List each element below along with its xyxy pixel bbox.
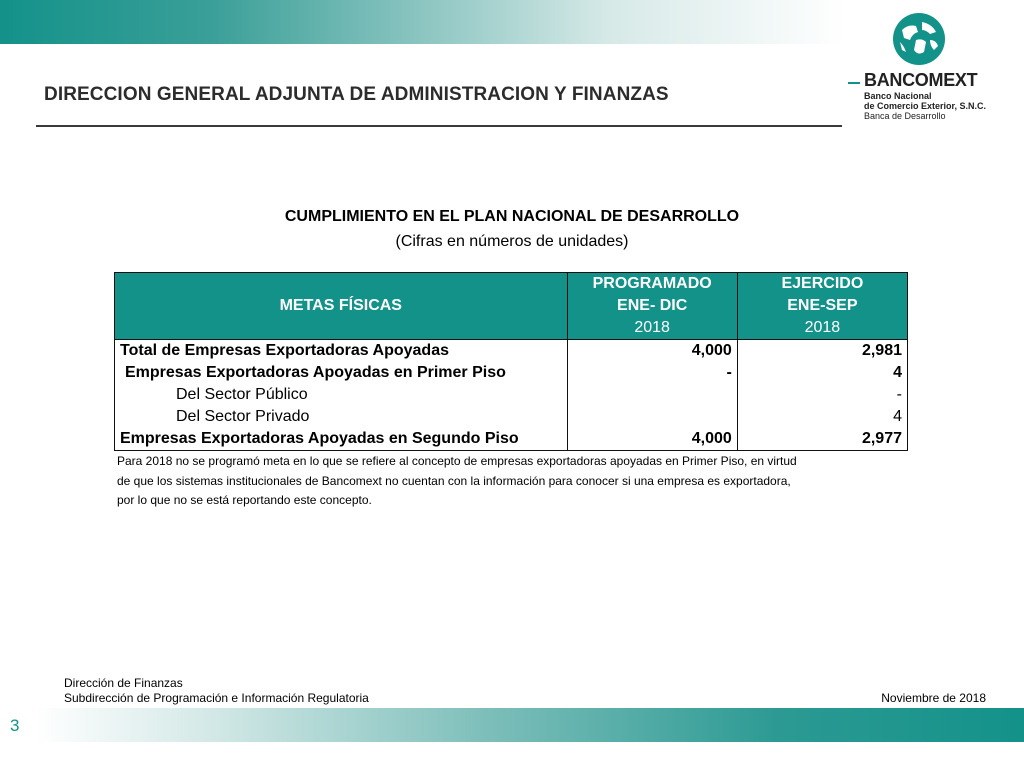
row-ejercido: - bbox=[737, 384, 907, 406]
table-row bbox=[115, 384, 908, 406]
bancomext-logo bbox=[848, 8, 1014, 124]
ejercido-year: 2018 bbox=[737, 317, 907, 340]
table-row bbox=[115, 362, 908, 384]
footer-date: Noviembre de 2018 bbox=[881, 691, 986, 705]
row-programado: 4,000 bbox=[567, 340, 737, 363]
footnote-line-1: Para 2018 no se programó meta en lo que se refiere al concepto de empresas exportadoras apoyadas en Primer Piso, en virtud bbox=[117, 454, 797, 468]
bottom-decorative-band bbox=[36, 708, 1024, 742]
page-number: 3 bbox=[10, 716, 20, 735]
logo-accent-bar bbox=[848, 82, 860, 84]
report-subtitle: (Cifras en números de unidades) bbox=[395, 233, 629, 250]
row-ejercido: 4 bbox=[737, 406, 907, 428]
metas-fisicas-table bbox=[114, 272, 908, 451]
row-label: Del Sector Público bbox=[115, 384, 568, 406]
row-ejercido: 2,977 bbox=[737, 428, 907, 451]
logo-line-1: Banco Nacional bbox=[864, 91, 932, 101]
programado-header: PROGRAMADO bbox=[567, 273, 737, 296]
logo-line-2: de Comercio Exterior, S.N.C. bbox=[864, 101, 987, 111]
top-decorative-band bbox=[0, 0, 845, 44]
table-footnote bbox=[117, 452, 907, 511]
footnote-line-2: de que los sistemas institucionales de Bancomext no cuentan con la información para conocer si una empresa es exportadora, bbox=[117, 473, 791, 488]
header-divider bbox=[36, 125, 842, 127]
row-label: Empresas Exportadoras Apoyadas en Primer Piso bbox=[115, 362, 568, 384]
row-programado: 4,000 bbox=[567, 428, 737, 451]
table-row bbox=[115, 340, 908, 363]
row-programado bbox=[567, 406, 737, 428]
programado-period: ENE- DIC bbox=[567, 295, 737, 317]
ejercido-period: ENE-SEP bbox=[737, 295, 907, 317]
logo-line-3: Banca de Desarrollo bbox=[864, 111, 946, 121]
footer-line-2: Subdirección de Programación e Información Regulatoria bbox=[64, 691, 369, 705]
report-title: CUMPLIMIENTO EN EL PLAN NACIONAL DE DESARROLLO bbox=[284, 208, 740, 225]
ejercido-header: EJERCIDO bbox=[737, 273, 907, 296]
row-label: Empresas Exportadoras Apoyadas en Segundo Piso bbox=[115, 428, 568, 451]
row-programado: - bbox=[567, 362, 737, 384]
table-row bbox=[115, 428, 908, 451]
row-ejercido: 4 bbox=[737, 362, 907, 384]
globe-logo-icon bbox=[892, 12, 946, 66]
row-programado bbox=[567, 384, 737, 406]
logo-name: BANCOMEXT bbox=[864, 70, 978, 90]
table-row bbox=[115, 406, 908, 428]
metas-fisicas-header: METAS FÍSICAS bbox=[115, 273, 568, 340]
row-label: Del Sector Privado bbox=[115, 406, 568, 428]
row-label: Total de Empresas Exportadoras Apoyadas bbox=[115, 340, 568, 363]
page-header-title: DIRECCION GENERAL ADJUNTA DE ADMINISTRACION Y FINANZAS bbox=[44, 84, 669, 105]
programado-year: 2018 bbox=[567, 317, 737, 340]
footer-line-1: Dirección de Finanzas bbox=[64, 676, 183, 690]
footer-department bbox=[64, 676, 369, 706]
row-ejercido: 2,981 bbox=[737, 340, 907, 363]
footnote-line-3: por lo que no se está reportando este concepto. bbox=[117, 493, 372, 507]
logo-subtitle bbox=[864, 91, 986, 121]
